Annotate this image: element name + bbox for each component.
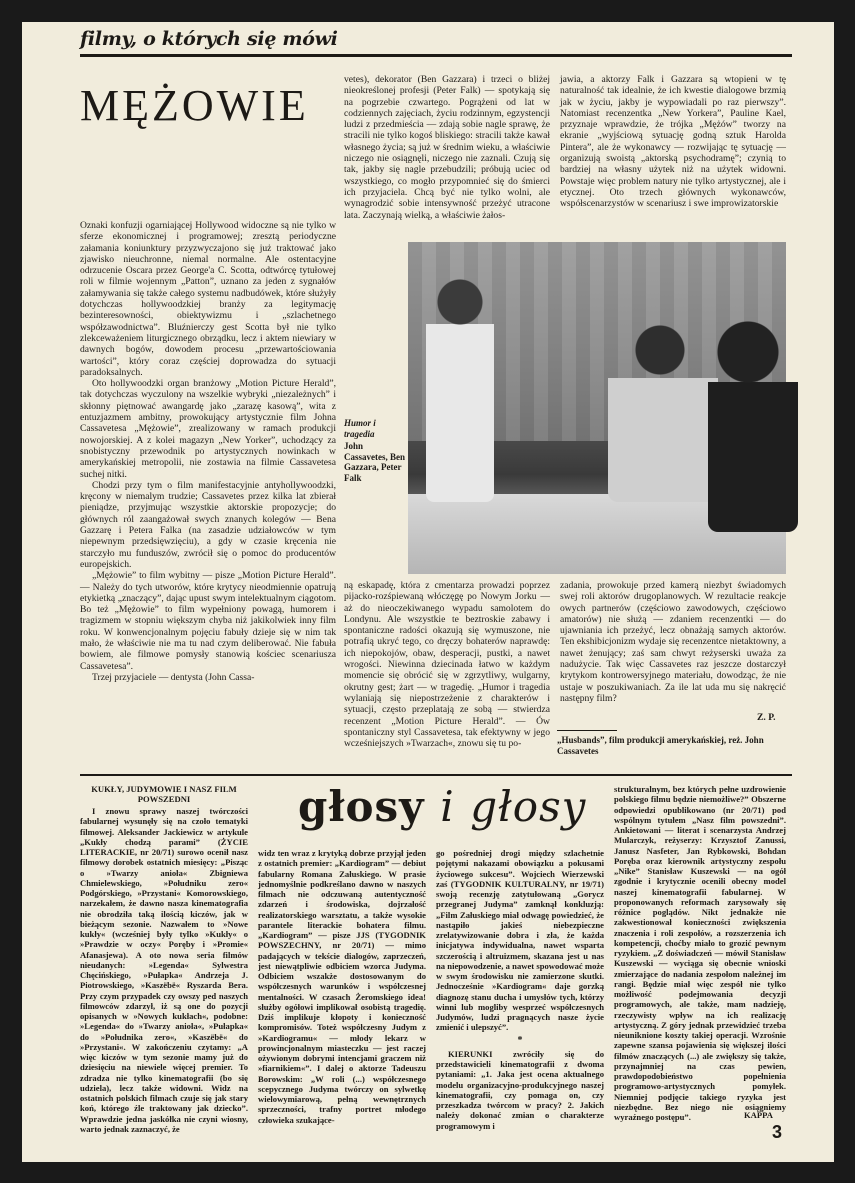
section-label: filmy, o których się mówi	[80, 28, 338, 50]
top-rule	[80, 54, 792, 57]
paragraph: jawia, a aktorzy Falk i Gazzara są wtopieni w tę naturalność tak idealnie, że ich kwestie dialogowe brzmią jak w życiu, jakby je wypowiadali po raz pierwszy”. Natomiast recenzentka „New Yorkera”, Pauline Kael, przyznaje wprawdzie, że trójka „Mężów” tworzy na ekranie „wyjściową sytuację godną sztuk Harolda Pintera”, ale że wykonawcy — rozwijając tę sytuację — organizują swoistą „aktorską psychodramę”; czynią to bardziej na własny użytek niż na użytek widowni. Powstaje więc problem natury nie tylko artystycznej, ale i etycznej. Oto trzech głównych wykonawców, współscenarzystów w scenariusz i swe improwizatorskie	[560, 74, 786, 210]
paragraph: ną eskapadę, która z cmentarza prowadzi poprzez pijacko-rozśpiewaną włóczęgę po Nowym Jorku — aż do nieoczekiwanego wypadu samolotem do Londynu. Ale wszystkie te beztroskie zabawy i spontaniczne radości okazują się wymuszone, nie potrafią ukryć tego, co dręczy bohaterów naprawdę: ich niepokojów, obaw, desperacji, pustki, a nawet wrogości. Niewinna dziecinada łatwo w każdym momencie się obrócić się w zgrzytliwy, wulgarny, okrutny gest; żart — w tragedię. „Humor i tragedia wylaniają się niepostrzeżenie z charakterów i sytuacji, często przeplatają ze sobą — stwierdza recenzent „Motion Picture Herald”. — Ów spontaniczny styl Cassavetesa, tak efektywny w jego wcześniejszych »Twarzach«, znowu się tu po-	[344, 580, 550, 750]
paragraph: „Mężowie” to film wybitny — pisze „Motion Picture Herald”. — Należy do tych utworów, które krytycy nieodmiennie opatrują etykietką „znaczący”, dając upust swym intelektualnym ciągotom. Bo też „Mężowie” to film wypełniony powagą, humorem i tragizmem w stopniu większym chyba niż jakikolwiek inny film roku. W konwencjonalnym pojęciu fabuły dzieje się w nim tak mało, że właściwie nie ma tu nad czym deliberować. Nie fabuła bowiem, ale filmowe pomysły stanowią kościec scenariusza Cassavetesa”.	[80, 570, 336, 672]
voices-title	[298, 782, 586, 831]
voices-column-3	[436, 848, 604, 1131]
voices-column-1	[80, 784, 248, 1134]
paragraph: KIERUNKI zwróciły się do przedstawicieli kinematografii z dwoma pytaniami: „1. Jaka jest ocena aktualnego modelu organizacyjno-produkcyjnego naszej kinematografii, czy pomaga on, czy przeszkadza twórcom w pracy? 2. Jakich należy dokonać zmian o charakterze programowym i	[436, 1048, 604, 1131]
paragraph: strukturalnym, bez których pełne uzdrowienie polskiego filmu będzie niemożliwe?” Obszerne odpowiedzi opublikowano (nr 20/71) pod wspólnym tytułem „Nasz film powszedni”. Ankietowani — literat i scenarzysta Andrzej Mularczyk, reżyserzy: Krzysztof Zanussi, Janusz Nasfeter, Jan Rybkowski, Bohdan Poręba oraz kierownik artystyczny zespołu „Nike” Stanisław Kuszewski — na ogół zgodnie i krytycznie ocenili obecny model naszej kinematografii fabularnej. W proponowanych reformach zarysowały się różnice poglądów. Nikt jednakże nie zakwestionował konieczności zwiększenia znaczenia i roli zespołów, a rozszerzenia ich kompetencji, choćby miało to grozić pewnym ryzykiem. „Z doświadczeń — mówił Stanisław Kuszewski — wyciąga się obecnie wnioski zmierzające do nadania zespołom należnej im rangi. Będzie miał więc zespół nie tylko możliwość podejmowania decyzji programowych, ale także, mam nadzieję, rzeczywisty wpływ na ich realizację artystyczną. Z góry jednak przewidzieć trzeba nieuniknione koszty takiej operacji. Wzrośnie zapewne szansa pojawienia się większej ilości filmów znaczących (...) ale zwiększy się także, przynajmniej na czas pewien, prawdopodobieństwo popełnienia programowo-artystycznych pomyłek. Niemniej podjęcie takiego ryzyka jest niezbędne. Bez niego nie osiągniemy wyraźnego postępu”.	[614, 784, 786, 1122]
separator-asterisk: *	[517, 1034, 523, 1046]
paragraph: Oznaki konfuzji ogarniającej Hollywood widoczne są nie tylko w sferze ekonomicznej i programowej; zresztą periodyczne załamania koniunktury przyzwyczajono się już traktować jako zjawisko nieuchronne, niemal normalne. Ale ostentacyjne odrzucenie Oscara przez George'a C. Scotta, odtwórcę tytułowej roli w filmie wojennym „Patton”, uznano za jeden z sygnałów załamywania się także całego systemu nadbudówek, które służyły dotychczas hollywoodzkiej branży za legitymację bezinteresowności, obiektywizmu i „szlachetnego współzawodnictwa”. Bluźnierczy gest Scotta był nie tylko zlekceważeniem liturgicznego obrządku, lecz i aktem niewiary w dawnych bogów, dowodem procesu „przewartościowania wartości”, który coraz częściej doprowadza do sytuacji paradoksalnych.	[80, 220, 336, 378]
voices-title-word-italic: głosy	[470, 782, 587, 831]
caption-title: Humor i tragedia	[344, 418, 376, 439]
page-number: 3	[772, 1122, 783, 1142]
paragraph: I znowu sprawy naszej twórczości fabularnej wysunęły się na czoło tematyki filmowej. Aleksander Jackiewicz w artykule „Kukły chodzą parami” (ŻYCIE LITERACKIE, nr 20/71) surowo ocenił nasz filmowy dorobek ostatnich miesięcy: „Pisząc o »Twarzy anioła« Zbigniewa Chmielewskiego, »Południku zero« Podgórskiego, »Przystani« Komorowskiego, narzekałem, że dawno nasza kinematografia nie obrodziła taką ilością kiczów, jak w bieżącym sezonie. Nazwałem to »Nowe kukły« (wcześniej były tylko »Kukły« o »Prawdzie w oczy« Poręby i »Promie« Afanasjewa). A oto nowa seria filmów nieudanych: »Legenda« Sylwestra Chęcińskiego, »Pułapka« Andrzeja J. Piotrowskiego, »Kaszëbë« Ryszarda Bera. Przy czym przypadek czy owszy ped naszych filmowców zdarzył, iż są one do pozycji opisanych w »Nowych kukłach«, podobne: »Legenda« do »Twarzy anioła«, »Pułapka« do »Południka zero«, »Kaszëbë« do »Przystani«. W zakończeniu czytamy: „A więc kiczów w tym sezonie mamy już do dziesięciu na niewiele więcej premier. To zdradza nie tylko kinematografii (bo się udziela), lecz także widowni. Widz na ostatnich polskich filmach czuje się jak stary koń, którego źle traktowany jak dziecko”. Wprawdzie jedna jaskółka nie czyni wiosny, warto jednak zaznaczyć, że	[80, 806, 248, 1134]
voices-title-conj: i	[440, 782, 455, 831]
caption-names: John Cassavetes, Ben Gazzara, Peter Falk	[344, 441, 405, 483]
article-column-1	[80, 220, 336, 760]
voices-subheading: KUKŁY, JUDYMOWIE I NASZ FILM POWSZEDNI	[91, 784, 237, 804]
paragraph: Chodzi przy tym o film manifestacyjnie antyhollywoodzki, kręcony w niemalym trudzie; Cassavetes przez kilka lat zbierał pieniądze, przyjmując wszystkie aktorskie propozycje; do głównych ról zaangażował swych znanych kolegów — Bena Gazzarę i Petera Falka (na zasadzie udziałowców w tym niepewnym przedsięwzięciu), a gdy w czasie kręcenia nie starczyło mu funduszów, zwrócił się o pomoc do producentów europejskich.	[80, 479, 336, 570]
voices-column-2	[258, 848, 426, 1124]
paragraph: widz ten wraz z krytyką dobrze przyjął jeden z ostatnich premier: „Kardiogram” — debiut fabularny Romana Załuskiego. W prasie jednomyślnie podkreślano dawno w naszych filmach nie odczuwaną autentyczność zdarzeń i środowiska, dojrzałość realizatorskiego warsztatu, a także wysokie parantele literackie bohatera filmu. „Kardiogram” — pisze JJS (TYGODNIK POWSZECHNY, nr 20/71) — mimo padających w tekście dialogów, zaprzeczeń, jest niewątpliwie odbiciem wzorca Judyma. Odbiciem wszakże dostosowanym do współczesnych warunków i współczesnej mentalności. W czasach Żeromskiego idea! służby ogółowi implikował osobistą tragedię. Dziś implikuje kłopoty i konieczność kompromisów. Toteż współczesny Judym z »Kardiogramu« — młody lekarz w prowincjonalnym miasteczku — jest raczej ożywionym dobrymi intencjami graczem niż »fiarnikiem«”. I dalej o aktorze Tadeuszu Borowskim: „W roli (...) współczesnego scepycznego Judyma twórczy on sylwetkę wielowymiarową, pełną wewnętrznych sprzeczności, trafny portret młodego człowieka szukające-	[258, 848, 426, 1125]
article-column-2-top	[344, 74, 550, 239]
article-headline: MĘŻOWIE	[80, 81, 309, 130]
paragraph: zadania, prowokuje przed kamerą niezbyt świadomych swej roli aktorów drugoplanowych. W rezultacie reakcje owych partnerów (częściowo zawodowych, częściowo amatorów) nie służą — zdaniem recenzentki — do ujawniania ich przeżyć, lecz obnażają samych aktorów. Ten ekshibicjonizm wydaje się recenzentce nietaktowny, a nawet żenujący; zaś sam chwyt reżyserski uważa za nadużycie. Tak więc Cassavetes raz jeszcze dostarczył krytykom kontrowersyjnego materiału, dowodząc, że nie ustaje w poszukiwaniach. Za ile lat uda mu się nakręcić następny film?	[560, 580, 786, 704]
paragraph: vetes), dekorator (Ben Gazzara) i trzeci o bliżej nieokreślonej profesji (Peter Falk) — spotykają się na pogrzebie czwartego. Pogrążeni od lat w codziennych zajęciach, życiu rodzinnym, egzystencji ludzi z przedmieścia — zdają sobie nagle sprawę, że stracili nie tylko kogoś bliskiego: stracili także kawał własnego życia; są już w średnim wieku, a właściwie niczego nie osiągnęli, niczego nie zaznali. Czują się tak, jakby się nagle przebudzili; próbują uciec od wszystkiego, co mogło przypomnieć się do śmierci ich przyjaciela. Chcą być nie tylko wolni, ale wynagrodzić sobie intensywność przeżyć utracone lata. Zaczynają wielką, a właściwie żałos-	[344, 74, 550, 221]
voices-title-word: głosy	[298, 782, 425, 831]
photo-note: „Husbands”, film produkcji amerykańskiej, reż. John Cassavetes	[557, 735, 764, 756]
article-signature: Z. P.	[757, 712, 776, 723]
magazine-page	[22, 22, 834, 1162]
photo-caption	[344, 418, 406, 483]
article-column-3-bottom	[560, 580, 786, 712]
paragraph: Oto hollywoodzki organ branżowy „Motion Picture Herald”, tak dotychczas wyczulony na wszelkie wybryki „niezależnych” i skłonny piętnować awangardę jako „zarazę kasową”, wita z entuzjazmem ambitny, prowokujący artystycznie film Johna Cassavetesa „Mężowie”, zrealizowany w ramach produkcji nowojorskiej. A z kolei magazyn „New Yorker”, uchodzący za snobistyczny przewodnik po artystycznych nowinkach w amerykańskiej metropolii, nie zostawia na filmie Cassavetesa suchej nitki.	[80, 378, 336, 480]
photo-note-rule	[557, 730, 617, 731]
paragraph: go pośredniej drogi między szlachetnie pojętymi nakazami obowiązku a pokusami życiowego sukcesu”. Wojciech Wierzewski zaś (TYGODNIK KULTURALNY, nr 19/71) swoją recenzję zatytułowaną „Gorycz przegranej Judyma” zamknął konkluzją: „Film Załuskiego miał odwagę powiedzieć, że nastąpiło jakieś niebezpieczne zrelatywizowanie dobra i zła, że każda inicjatywa indywidualna, nawet wsparta szczerością i altruizmem, skazana jest u nas na niepowodzenie, a nawet spowodować może w swym środowisku nie zamierzone skutki. Jednocześnie »Kardiogram« daje gorzką diagnozę stanu ducha i umysłów tych, którzy winni lub mogliby wesprzeć współczesnych Judymów, ludzi pragnących nasze życie zmienić i ulepszyć”.	[436, 848, 604, 1033]
article-column-2-bottom	[344, 580, 550, 770]
middle-rule	[80, 774, 792, 776]
voices-signature: KAPPA	[744, 1110, 773, 1120]
film-still-photo	[408, 242, 786, 574]
article-column-3-top	[560, 74, 786, 239]
paragraph: Trzej przyjaciele — dentysta (John Cassa-	[92, 671, 255, 683]
